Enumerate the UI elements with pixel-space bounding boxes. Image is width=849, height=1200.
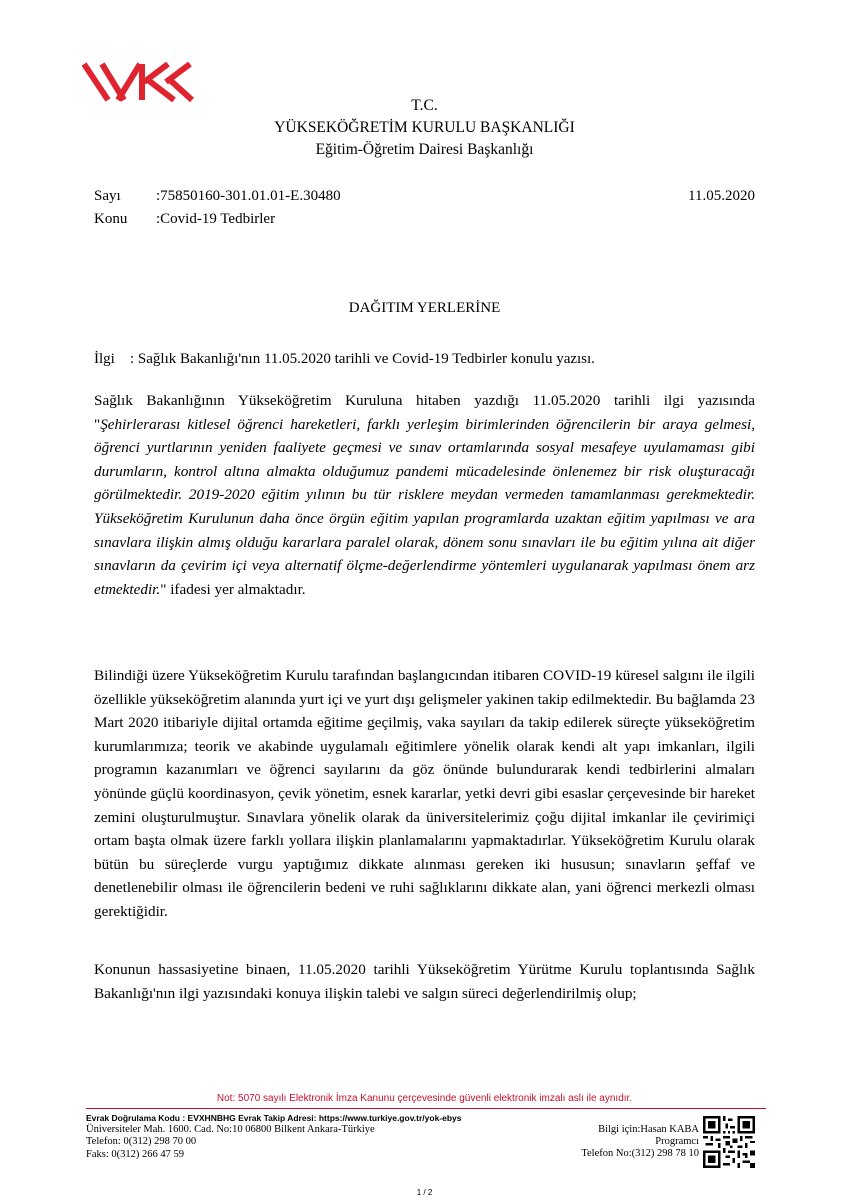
header-tc: T.C.: [411, 97, 438, 114]
qr-code-icon: [703, 1116, 755, 1168]
konu-row: [94, 211, 275, 228]
footer-divider: [86, 1108, 766, 1109]
sayi-value: :75850160-301.01.01-E.30480: [156, 188, 341, 204]
header-department: Eğitim-Öğretim Dairesi Başkanlığı: [315, 141, 534, 158]
document-date: 11.05.2020: [688, 188, 755, 204]
e-signature-note: Not: 5070 sayılı Elektronik İmza Kanunu çerçevesinde güvenli elektronik imzalı aslı ile aynıdır.: [216, 1093, 633, 1104]
header-institution: YÜKSEKÖĞRETİM KURULU BAŞKANLIĞI: [274, 119, 575, 136]
letterhead: [0, 95, 849, 161]
ilgi-text: : Sağlık Bakanlığı'nın 11.05.2020 tarihli ve Covid-19 Tedbirler konulu yazısı.: [130, 351, 595, 367]
paragraph-1-outro: " ifadesi yer almaktadır.: [160, 580, 306, 598]
verification-code: Evrak Doğrulama Kodu : EVXHNBHG Evrak Takip Adresi: https://www.turkiye.gov.tr/yok-ebys: [86, 1113, 462, 1123]
paragraph-1: [94, 389, 755, 601]
contact-name: Bilgi için:Hasan KABA: [598, 1124, 699, 1135]
konu-label: Konu: [94, 211, 128, 227]
sayi-label: Sayı: [94, 188, 121, 204]
paragraph-1-quote: Şehirlerarası kitlesel öğrenci hareketleri, farklı yerleşim birimlerinden öğrencilerin bir araya gelmesi, öğrenci yurtlarının yeniden faaliyete geçmesi ve sınav ortamlarında sosyal mesafeye uyulamaması gibi durumların, kontrol altına almakta olduğumuz pandemi mücadelesinde önlenemez bir risk oluşturacağı görülmektedir. 2019-2020 eğitim yılının bu tür risklere meydan vermeden tamamlanması gerekmektedir. Yükseköğretim Kurulunun daha önce örgün eğitim yapılan programlarda uzaktan eğitim yapılması ve ara sınavlara ilişkin almış olduğu kararlara paralel olarak, dönem sonu sınavları ile bu eğitim yılına ait diğer sınavların da çevirim içi veya alternatif ölçme-değerlendirme yöntemleri uygulanarak yapılması önem arz etmektedir.: [94, 415, 755, 598]
sayi-row: [94, 188, 341, 205]
footer-contact: [86, 1112, 462, 1161]
page-number: 1 / 2: [416, 1188, 433, 1197]
paragraph-3: Konunun hassasiyetine binaen, 11.05.2020 tarihli Yükseköğretim Yürütme Kurulu toplantısında Sağlık Bakanlığı'nın ilgi yazısındaki konuya ilişkin talebi ve salgın süreci değerlendirilmiş olup;: [94, 961, 755, 1002]
paragraph-1-intro: Sağlık Bakanlığının Yükseköğretim Kuruluna hitaben yazdığı 11.05.2020 tarihli ilgi yazısında ": [94, 392, 755, 433]
ilgi-row: [94, 351, 595, 368]
konu-value: :Covid-19 Tedbirler: [156, 211, 276, 227]
paragraph-2: Bilindiği üzere Yükseköğretim Kurulu tarafından başlangıcından itibaren COVID-19 küresel salgını ile ilgili özellikle yükseköğretim alanında yurt içi ve yurt dışı gelişmeler yakinen takip edilmektedir. Bu bağlamda 23 Mart 2020 itibariyle dijital ortamda eğitime geçilmiş, vaka sayıları da takip edilerek süreçte yükseköğretim kurumlarımıza; teorik ve akabinde uygulamalı eğitimlere yönelik olarak kendi alt yapı imkanları, ilgili programın kazanımları ve öğrenci sayılarını da göz önünde bulundurarak kendi tedbirlerini almaları yönünde güçlü koordinasyon, çevik yönetim, esnek kararlar, yetki devri gibi esaslar çerçevesinde bir hareket zemini oluşturulmuştur. Sınavlara yönelik olarak da üniversitelerimiz çoğu dijital imkanlar ile çevirimiçi ortam başta olmak üzere farklı yollara ilişkin planlamalarını yapmaktadırlar. Yükseköğretim Kurulu olarak bütün bu süreçlerde vurgu yaptığımız dikkate alınması gereken iki hususun; sınavların şeffaf ve denetlenebilir olması ile öğrencilerin bedeni ve ruhi sağlıklarını dikkate alan, yani öğrenci merkezli olması gerektiğidir.: [94, 667, 755, 920]
contact-phone: Telefon No:(312) 298 78 10: [581, 1148, 699, 1160]
addressee: DAĞITIM YERLERİNE: [348, 300, 501, 316]
contact-role: Programcı: [655, 1136, 699, 1148]
footer-fax: Faks: 0(312) 266 47 59: [86, 1148, 184, 1160]
ilgi-label: İlgi: [94, 351, 115, 367]
footer-phone: Telefon: 0(312) 298 70 00: [86, 1136, 197, 1148]
footer-address: Üniversiteler Mah. 1600. Cad. No:10 06800 Bilkent Ankara-Türkiye: [86, 1124, 375, 1136]
footer-info-contact: [581, 1124, 699, 1161]
